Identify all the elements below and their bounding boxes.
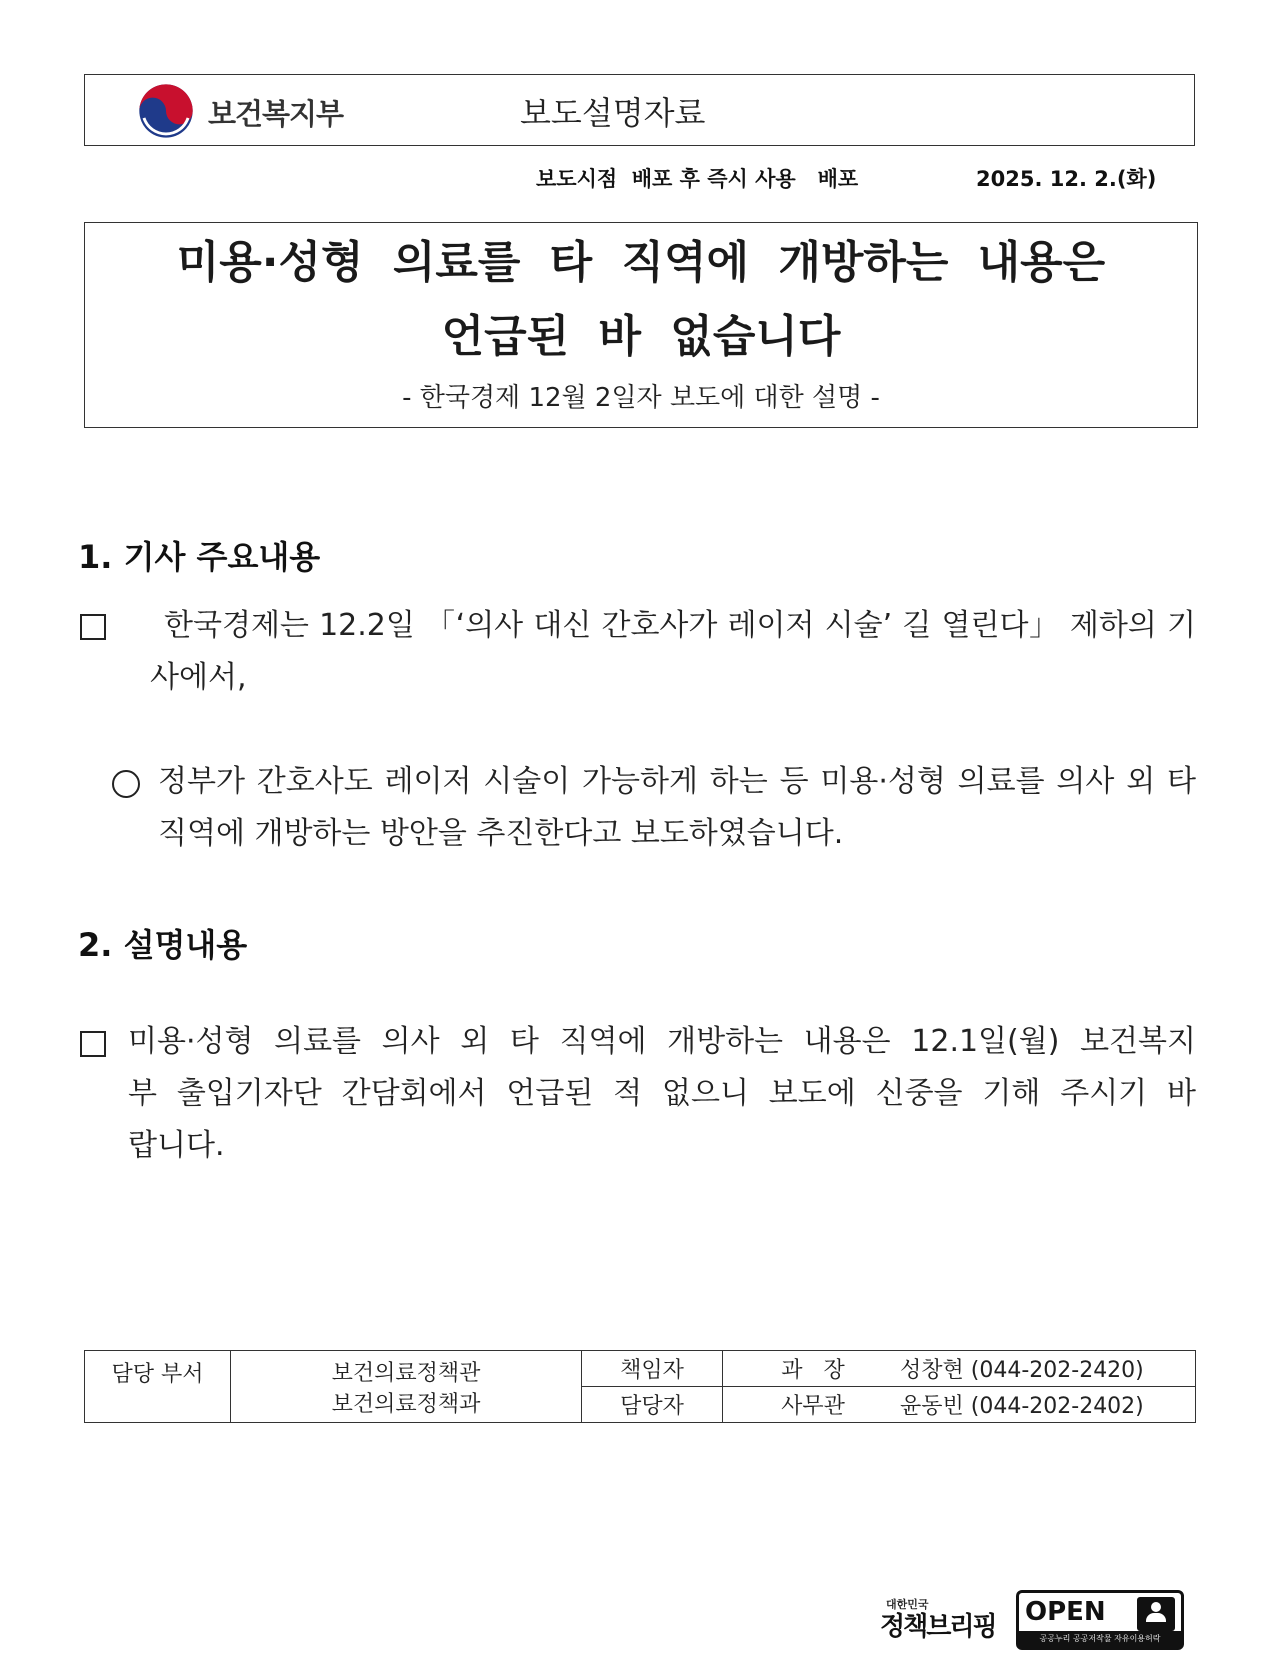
square-bullet-icon [80, 614, 106, 640]
open-label: OPEN [1025, 1597, 1106, 1627]
dept-name [231, 1351, 582, 1423]
document-type: 보도설명자료 [520, 94, 706, 132]
briefing-small-text: 대한민국 [886, 1598, 929, 1611]
kogl-open-badge [1016, 1590, 1184, 1650]
contact-row [723, 1351, 1196, 1387]
position-title: 사무관 [781, 1394, 845, 1419]
position-title: 과 장 [781, 1358, 845, 1383]
contact-table [84, 1350, 1196, 1423]
dept-label: 담당 부서 [85, 1351, 231, 1423]
section-1-paragraph-1: 한국경제는 12.2일 「‘의사 대신 간호사가 레이저 시술’ 길 열린다」 제하의 기사에서, [150, 608, 1196, 695]
dept-line-1: 보건의료정책관 [331, 1360, 481, 1386]
release-date: 2025. 12. 2.(화) [976, 167, 1157, 191]
dept-line-2: 보건의료정책과 [331, 1391, 481, 1417]
circle-bullet-icon [112, 770, 140, 798]
role-cell: 담당자 [582, 1387, 723, 1423]
person-contact: 윤동빈 (044-202-2402) [900, 1394, 1144, 1419]
role-cell: 책임자 [582, 1351, 723, 1387]
section-1-heading: 1. 기사 주요내용 [78, 538, 321, 576]
section-2-heading: 2. 설명내용 [78, 926, 248, 964]
section-1-paragraph-2: 정부가 간호사도 레이저 시술이 가능하게 하는 등 미용·성형 의료를 의사 외 타 직역에 개방하는 방안을 추진한다고 보도하였습니다. [158, 764, 1196, 851]
person-icon [1137, 1597, 1175, 1631]
taegeuk-logo-icon [137, 82, 195, 140]
person-contact: 성창현 (044-202-2420) [900, 1358, 1144, 1383]
release-timing: 보도시점 배포 후 즉시 사용 배포 [536, 167, 859, 191]
policy-briefing-logo [880, 1596, 1000, 1654]
open-subtext: 공공누리 공공저작물 자유이용허락 [1019, 1631, 1181, 1647]
agency-name: 보건복지부 [208, 97, 344, 131]
subtitle: - 한국경제 12월 2일자 보도에 대한 설명 - [402, 383, 880, 413]
briefing-text: 정책브리핑 [880, 1612, 996, 1642]
contact-row [723, 1387, 1196, 1423]
title-line-2: 언급된 바 없습니다 [441, 311, 841, 362]
square-bullet-icon [80, 1031, 106, 1057]
title-line-1: 미용·성형 의료를 타 직역에 개방하는 내용은 [176, 237, 1106, 288]
section-2-paragraph-1: 미용·성형 의료를 의사 외 타 직역에 개방하는 내용은 12.1일(월) 보건복지부 출입기자단 간담회에서 언급된 적 없으니 보도에 신중을 기해 주시기 바랍니다. [128, 1024, 1196, 1163]
